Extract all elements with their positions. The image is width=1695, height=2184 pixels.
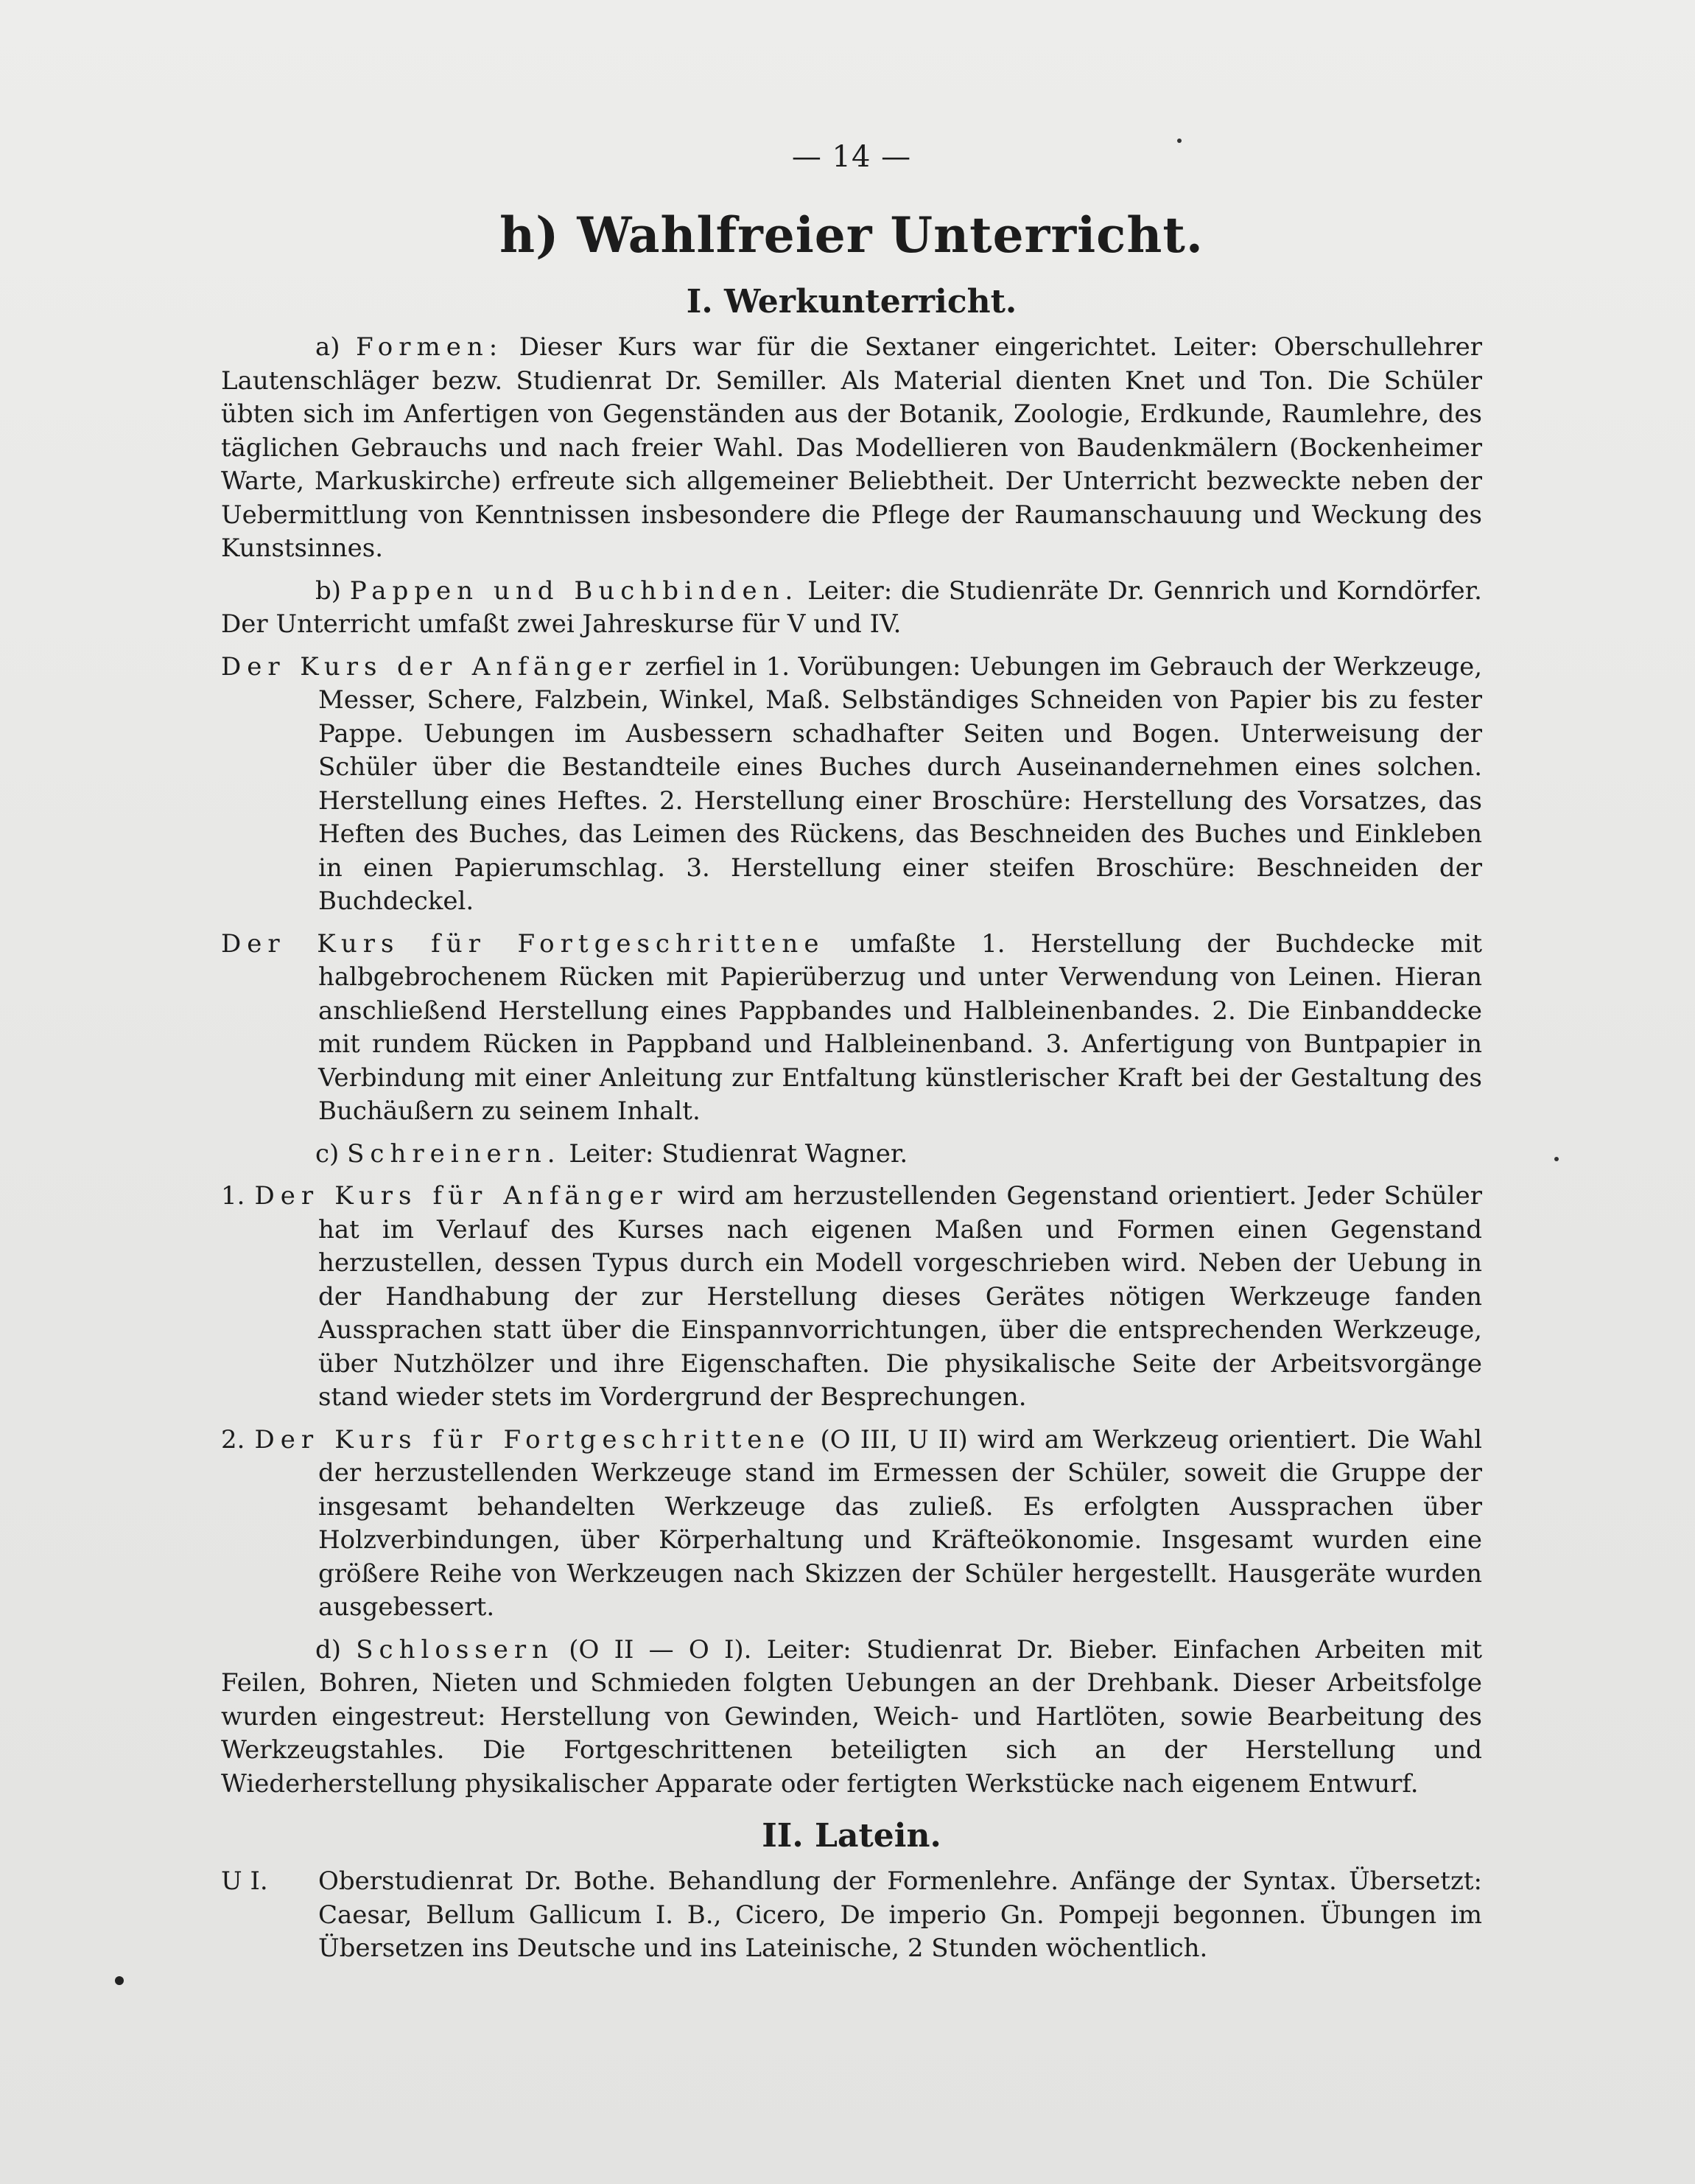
course-name: Schreinern. <box>347 1138 561 1169</box>
paragraph-kurs-anfaenger <box>221 651 1482 919</box>
latein-entry-text: Oberstudienrat Dr. Bothe. Behandlung der Formenlehre. Anfänge der Syntax. Übersetzt: Caesar, Bellum Gallicum I. B., Cicero, De imperio Gn. Pompeji begonnen. Übungen im Übersetzen ins Deutsche und ins Lateinische, 2 Stunden wöchentlich. <box>318 1866 1482 1963</box>
paragraph-schreinern <box>221 1138 1482 1172</box>
course-name: Schlossern <box>356 1634 554 1665</box>
item-number: 1. <box>221 1181 255 1211</box>
paragraph-schlossern <box>221 1634 1482 1802</box>
item-label: b) <box>315 575 350 606</box>
paragraph-text: wird am herzustellenden Gegenstand orientiert. Jeder Schüler hat im Verlauf des Kurses nach eigenen Maßen und Formen einen Gegenstand herzustellen, dessen Typus durch ein Modell vorgeschrieben wird. Neben der Uebung in der Handhabung der zur Herstellung dieses Gerätes nötigen Werkzeuge fanden Aussprachen statt über die Einspannvorrichtungen, über die entsprechenden Werkzeuge, über Nutzhölzer und ihre Eigenschaften. Die physikalische Seite der Arbeitsvorgänge stand wieder stets im Vordergrund der Besprechungen. <box>318 1181 1482 1412</box>
paragraph-text: Leiter: Studienrat Wagner. <box>561 1138 908 1169</box>
latein-entry-ui <box>221 1865 1482 1966</box>
course-name: Der Kurs für Anfänger <box>254 1181 668 1211</box>
course-name: Pappen und Buchbinden. <box>349 575 799 606</box>
ink-speck <box>1554 1157 1559 1161</box>
paragraph-schreinern-fortgeschrittene <box>221 1424 1482 1625</box>
page-number: — 14 — <box>791 140 912 174</box>
course-name: Der Kurs der Anfänger <box>221 651 637 682</box>
course-name: Formen: <box>356 332 504 362</box>
paragraph-pappen <box>221 575 1482 642</box>
paragraph-text: umfaßte 1. Herstellung der Buchdecke mit halbgebrochenem Rücken mit Papierüberzug und unter Verwendung von Leinen. Hieran anschließend Herstellung eines Pappbandes und Halbleinenbandes. 2. Die Einbanddecke mit rundem Rücken in Pappband und Halbleinenband. 3. Anfertigung von Buntpapier in Verbindung mit einer Anleitung zur Entfaltung künstlerischer Kraft bei der Gestaltung des Buchäußern zu seinem Inhalt. <box>318 928 1483 1126</box>
werkunterricht-heading: I. Werkunterricht. <box>686 283 1017 321</box>
item-label: d) <box>315 1634 357 1665</box>
item-number: 2. <box>221 1424 255 1455</box>
paragraph-text: zerfiel in 1. Vorübungen: Uebungen im Gebrauch der Werkzeuge, Messer, Schere, Falzbein, Winkel, Maß. Selbständiges Schneiden von Papier bis zu fester Pappe. Uebungen im Ausbessern schadhafter Seiten und Bogen. Unterweisung der Schüler über die Bestandteile eines Buches durch Auseinandernehmen eines solchen. Herstellung eines Heftes. 2. Herstellung einer Broschüre: Herstellung des Vorsatzes, das Heften des Buches, das Leimen des Rückens, das Beschneiden des Buches und Einkleben in einen Papierumschlag. 3. Herstellung einer steifen Broschüre: Beschneiden der Buchdeckel. <box>318 651 1483 916</box>
paragraph-kurs-fortgeschrittene <box>221 928 1482 1129</box>
paragraph-text: (O II — O I). Leiter: Studienrat Dr. Bieber. Einfachen Arbeiten mit Feilen, Bohren, Nieten und Schmieden folgten Uebungen an der Drehbank. Dieser Arbeitsfolge wurden eingestreut: Herstellung von Gewinden, Weich- und Hartlöten, sowie Bearbeitung des Werkzeugstahles. Die Fortgeschrittenen beteiligten sich an der Herstellung und Wiederherstellung physikalischer Apparate oder fertigten Werkstücke nach eigenem Entwurf. <box>221 1634 1482 1799</box>
item-label: a) <box>315 332 357 362</box>
course-name: Der Kurs für Fortgeschrittene <box>221 928 825 959</box>
section-title: h) Wahlfreier Unterricht. <box>499 206 1204 264</box>
class-label: U I. <box>221 1866 268 1896</box>
paragraph-text: Leiter: die Studienräte Dr. Gennrich und Korndörfer. Der Unterricht umfaßt zwei Jahreskurse für V und IV. <box>221 575 1482 639</box>
item-label: c) <box>315 1138 348 1169</box>
text-column <box>221 140 1482 1966</box>
latein-heading: II. Latein. <box>762 1817 941 1855</box>
course-name: Der Kurs für Fortgeschrittene <box>254 1424 811 1455</box>
margin-bullet-icon <box>115 1976 124 1985</box>
paragraph-schreinern-anfaenger <box>221 1180 1482 1415</box>
paragraph-formen <box>221 331 1482 566</box>
paragraph-text: Dieser Kurs war für die Sextaner eingerichtet. Leiter: Oberschullehrer Lautenschläger bezw. Studienrat Dr. Semiller. Als Material dienten Knet und Ton. Die Schüler übten sich im Anfertigen von Gegenständen aus der Botanik, Zoologie, Erdkunde, Raumlehre, des täglichen Gebrauchs und nach freier Wahl. Das Modellieren von Baudenkmälern (Bockenheimer Warte, Markuskirche) erfreute sich allgemeiner Beliebtheit. Der Unterricht bezweckte neben der Uebermittlung von Kenntnissen insbesondere die Pflege der Raumanschauung und Weckung des Kunstsinnes. <box>221 332 1482 563</box>
paragraph-text: (O III, U II) wird am Werkzeug orientiert. Die Wahl der herzustellenden Werkzeuge stand im Ermessen der Schüler, soweit die Gruppe der insgesamt behandelten Werkzeuge das zuließ. Es erfolgten Aussprachen über Holzverbindungen, über Körperhaltung und Kräfteökonomie. Insgesamt wurden eine größere Reihe von Werkzeugen nach Skizzen der Schüler hergestellt. Hausgeräte wurden ausgebessert. <box>318 1424 1483 1622</box>
